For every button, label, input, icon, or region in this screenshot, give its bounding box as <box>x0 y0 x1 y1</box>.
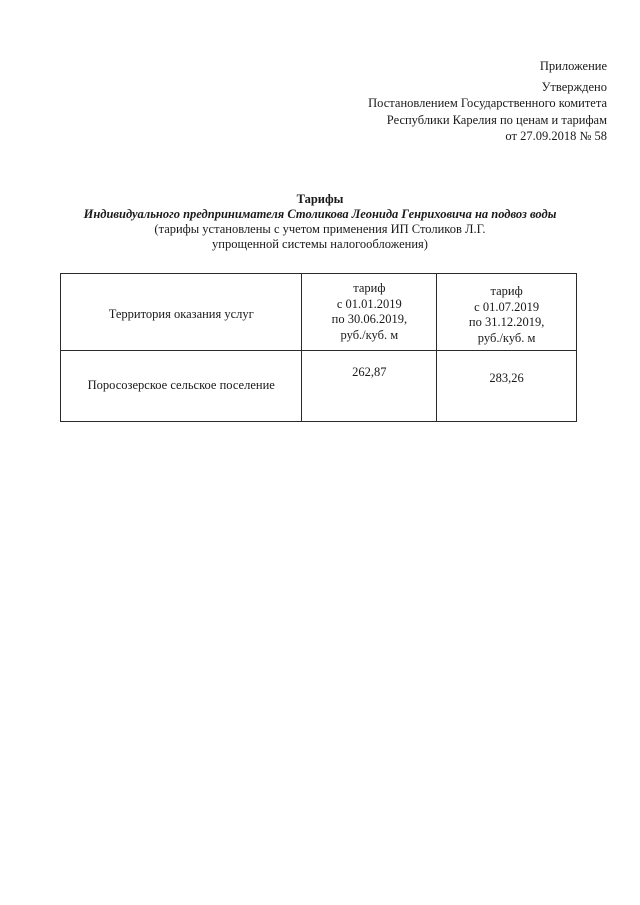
approval-block <box>368 58 607 145</box>
tariff-table <box>60 273 577 422</box>
header-period-2-line: с 01.07.2019 <box>474 299 540 314</box>
approval-line-1: Постановлением Государственного комитета <box>368 96 607 110</box>
table-header-row <box>61 274 577 351</box>
document-title: Тарифы <box>296 192 344 206</box>
approved-label: Утверждено <box>541 79 607 94</box>
header-period-1 <box>302 274 437 351</box>
cell-tariff-period-1: 262,87 <box>302 351 437 422</box>
header-period-1-line: по 30.06.2019, <box>331 312 408 326</box>
table-row <box>61 351 577 422</box>
appendix-label: Приложение <box>539 59 607 73</box>
header-period-2-line: по 31.12.2019, <box>468 315 545 329</box>
header-period-2 <box>437 274 577 351</box>
cell-tariff-period-2: 283,26 <box>437 351 577 422</box>
tariff-note-line-1: (тарифы установлены с учетом применения ИП Столиков Л.Г. <box>154 222 486 236</box>
header-period-2-line: руб./куб. м <box>477 330 536 345</box>
approval-line-2: Республики Карелия по ценам и тарифам <box>386 112 607 127</box>
header-territory: Территория оказания услуг <box>61 274 302 351</box>
header-period-1-line: с 01.01.2019 <box>336 296 402 311</box>
tariff-note-line-2: упрощенной системы налогообложения) <box>212 237 428 251</box>
header-period-1-line: тариф <box>353 281 386 295</box>
approval-date-number: от 27.09.2018 № 58 <box>505 129 607 143</box>
cell-territory: Поросозерское сельское поселение <box>61 351 302 422</box>
header-period-1-line: руб./куб. м <box>340 327 399 342</box>
document-subtitle: Индивидуального предпринимателя Столикова Леонида Генриховича на подвоз воды <box>83 207 557 221</box>
document-heading <box>0 192 640 252</box>
header-period-2-line: тариф <box>490 284 523 298</box>
